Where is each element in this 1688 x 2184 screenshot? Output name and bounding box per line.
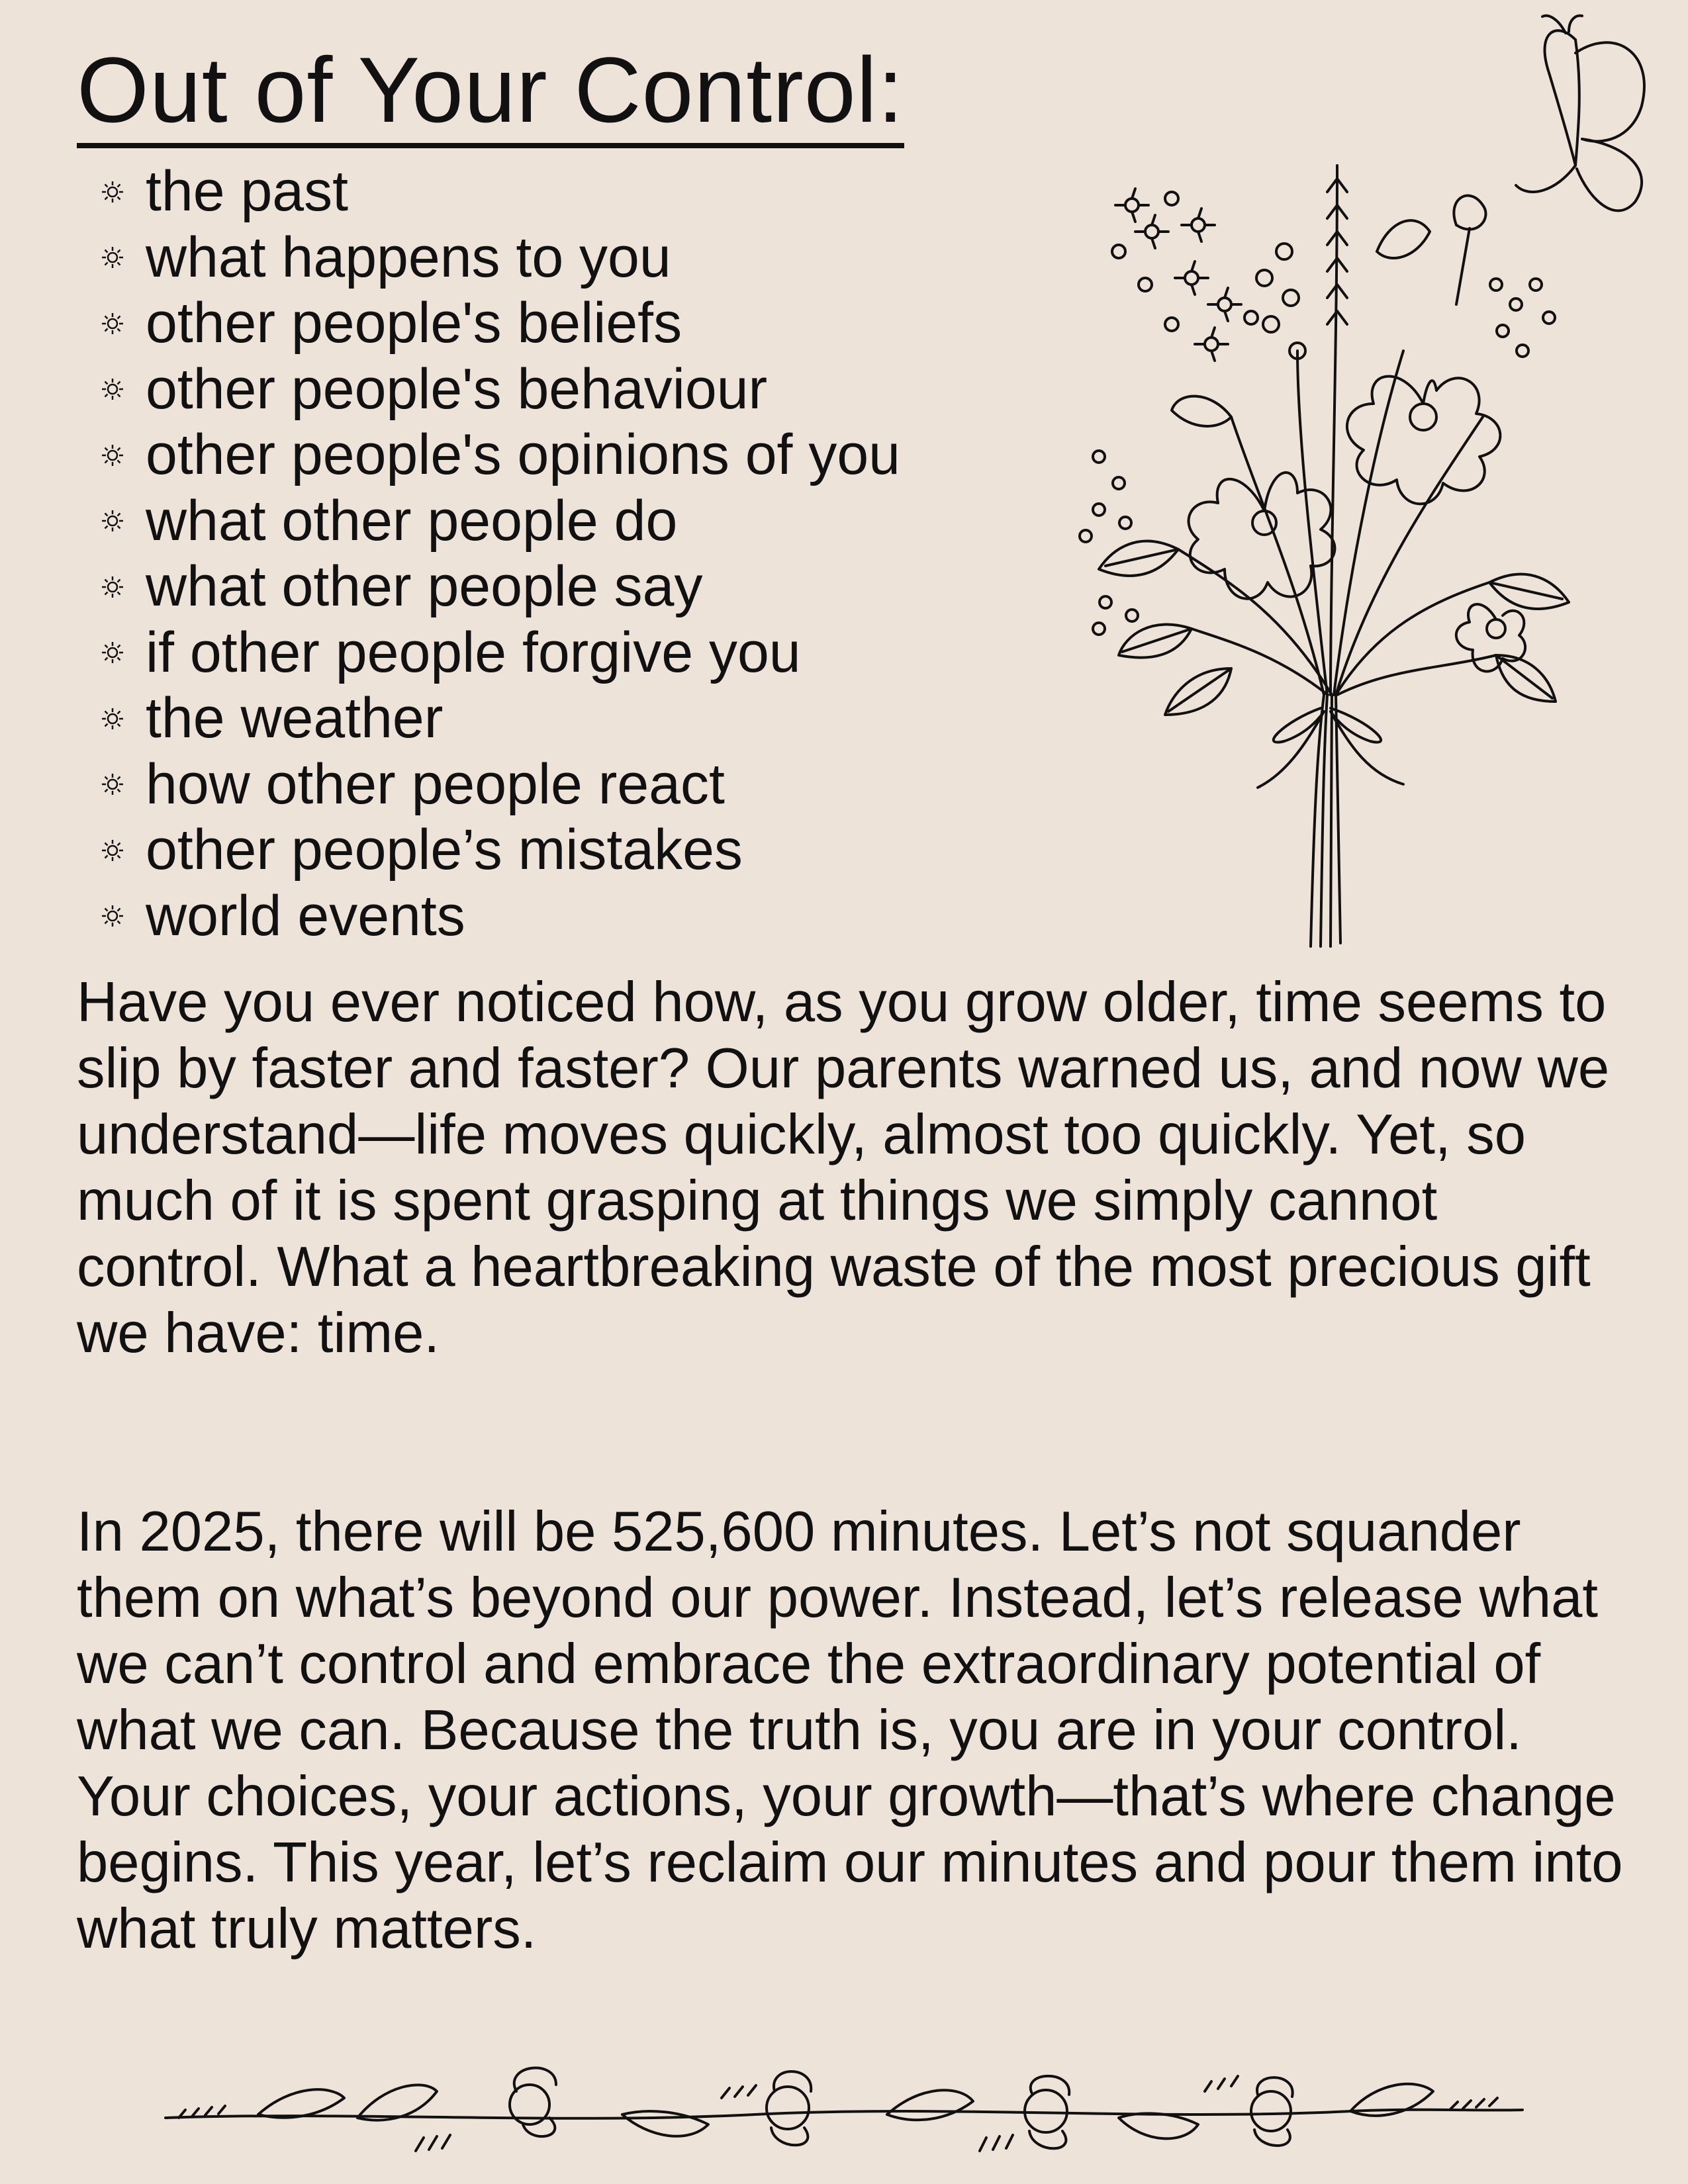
list-item-text: what happens to you	[146, 225, 671, 289]
list-item	[99, 817, 900, 884]
list-item	[99, 159, 900, 225]
list-item-text: how other people react	[146, 752, 725, 816]
out-of-control-list	[99, 159, 900, 949]
list-item	[99, 225, 900, 291]
list-item-text: what other people say	[146, 555, 703, 618]
sun-bullet-icon	[99, 442, 146, 469]
sun-bullet-icon	[99, 837, 146, 864]
sun-bullet-icon	[99, 705, 146, 732]
list-item-text: other people's opinions of you	[146, 423, 901, 486]
floral-garland-illustration	[159, 2045, 1529, 2177]
list-item-text: other people's beliefs	[146, 291, 682, 355]
list-item	[99, 686, 900, 752]
list-item	[99, 554, 900, 620]
list-item-text: world events	[146, 884, 465, 948]
paragraph-intro: Have you ever noticed how, as you grow older, time seems to slip by faster and faster? Our parents warned us, and now we understand—life moves quickly, almost too quickly. Yet, so much of it is spent grasping at things we simply cannot control. What a heartbreaking waste of the most precious gift we have: time.	[77, 971, 1610, 1365]
list-item	[99, 422, 900, 488]
sun-bullet-icon	[99, 310, 146, 337]
list-item-text: what other people do	[146, 488, 678, 553]
page-title: Out of Your Control:	[77, 37, 904, 148]
list-item	[99, 884, 900, 950]
sun-bullet-icon	[99, 574, 146, 600]
list-item	[99, 752, 900, 818]
list-item	[99, 488, 900, 555]
sun-bullet-icon	[99, 508, 146, 534]
list-item	[99, 291, 900, 357]
sun-bullet-icon	[99, 771, 146, 797]
list-item-text: the weather	[146, 686, 444, 750]
sun-bullet-icon	[99, 244, 146, 271]
list-item	[99, 357, 900, 423]
sun-bullet-icon	[99, 903, 146, 929]
paragraph-closing: In 2025, there will be 525,600 minutes. Let’s not squander them on what’s beyond our power. Instead, let’s release what we can’t control and embrace the extraordinary potential of what we can. Because the truth is, you are in your control. Your choices, your actions, your growth—that’s where change begins. This year, let’s reclaim our minutes and pour them into what truly matters.	[77, 1500, 1623, 1960]
list-item-text: if other people forgive you	[146, 620, 801, 684]
list-item	[99, 620, 900, 686]
list-item-text: the past	[146, 159, 348, 223]
sun-bullet-icon	[99, 639, 146, 666]
sun-bullet-icon	[99, 376, 146, 402]
sun-bullet-icon	[99, 179, 146, 205]
flower-bouquet-illustration	[1059, 152, 1589, 953]
list-item-text: other people’s mistakes	[146, 818, 743, 882]
list-item-text: other people's behaviour	[146, 357, 768, 421]
